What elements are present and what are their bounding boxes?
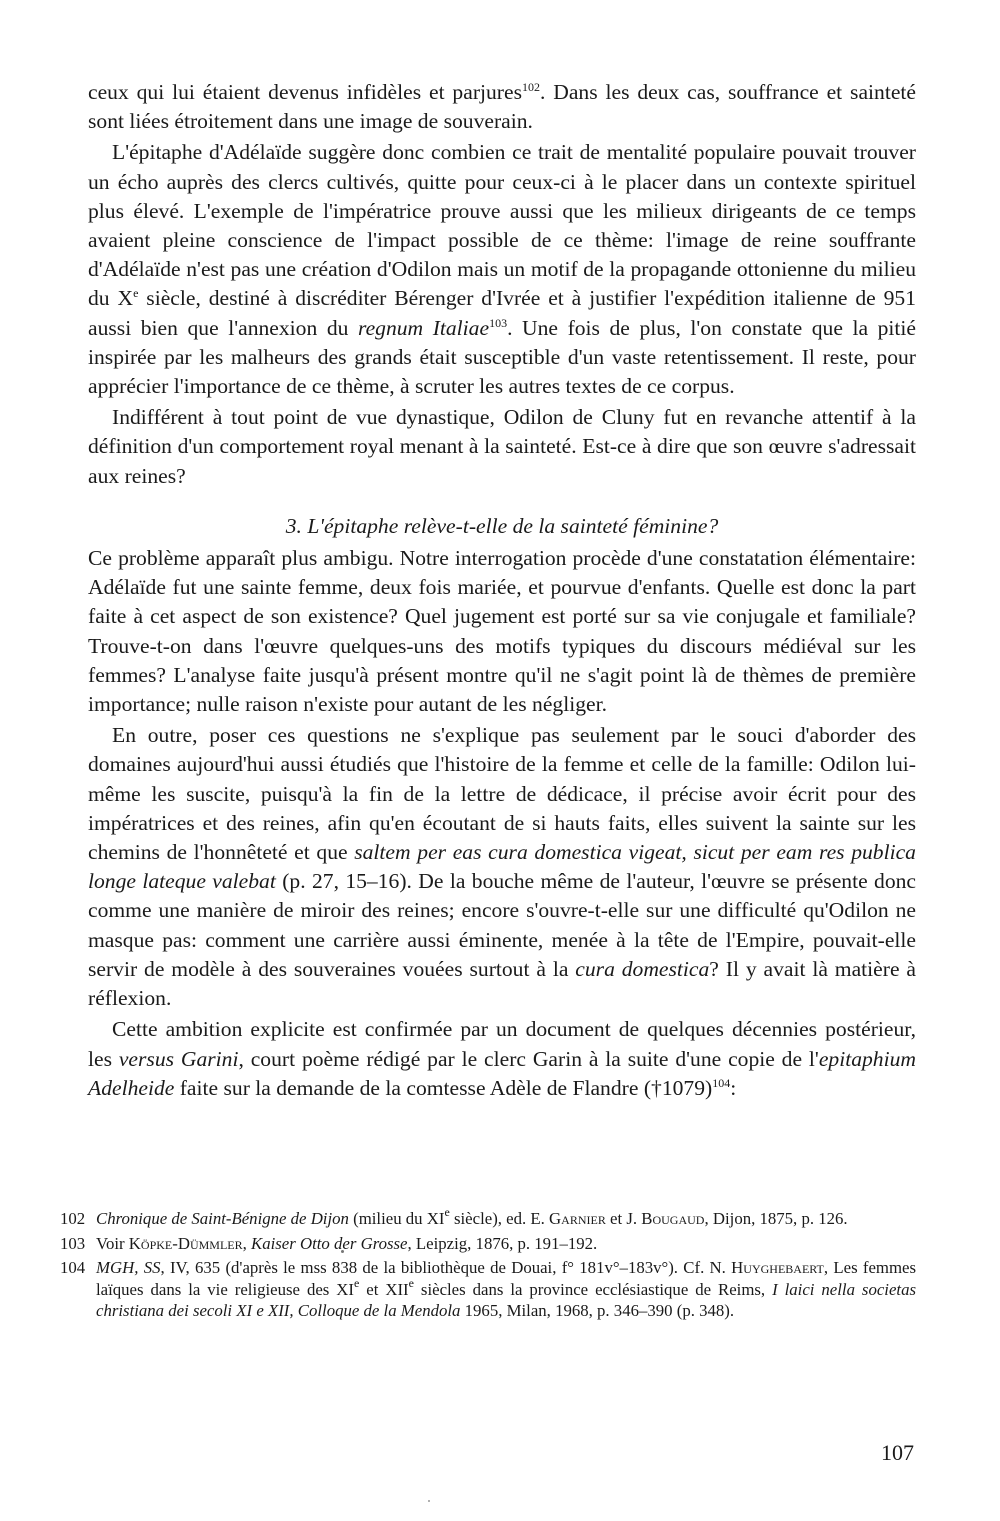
italic-run: Kaiser Otto der Grosse xyxy=(251,1233,408,1253)
note-ref: e xyxy=(133,286,139,301)
italic-run: epitaphium Adelheide xyxy=(88,1046,916,1100)
section-heading: 3. L'épitaphe relève-t-elle de la sainteté féminine? xyxy=(285,513,719,538)
note-ref: 102 xyxy=(521,80,540,94)
text-run: siècle), ed. E. xyxy=(449,1209,550,1228)
paragraph xyxy=(88,544,916,719)
paragraph xyxy=(88,403,916,491)
author-name: Bougaud xyxy=(641,1209,705,1228)
text-run: Ce problème apparaît plus ambigu. Notre interrogation procède d'une constatation élémentaire: Adélaïde fut une sainte femme, deux fois mariée, et pourvue d'enfants. Quelle est donc la part faite à cet aspect de son existence? Quel jugement est porté sur sa vie conjugale et familiale? Trouve-t-on dans l'œuvre quelques-uns des motifs typiques du discours médiéval sur les femmes? L'analyse faite jusqu'à présent montre qu'il ne s'agit point là de thèmes de première importance; nulle raison n'existe pour autant de les négliger. xyxy=(88,546,916,717)
text-run: 1965, Milan, 1968, p. 346–390 (p. 348). xyxy=(460,1301,735,1320)
text-run: (p. 27, 15–16). De la bouche même de l'auteur, l'œuvre se présente donc comme une manière de miroir des reines; encore s'ouvre-t-elle sur une difficulté qu'Odilon ne masque pas: comment une carrière aussi éminente, menée à la tête de l'Empire, pouvait-elle servir de modèle à des souveraines vouées surtout à la xyxy=(88,869,917,981)
text-run: , court poème rédigé par le clerc Garin à la suite d'une copie de l' xyxy=(238,1046,819,1071)
text-run: Cette ambition explicite est confirmée par un document de quelques décennies postérieur, les xyxy=(88,1017,916,1071)
paragraph xyxy=(88,721,916,1013)
paragraph xyxy=(88,138,916,401)
text-run: , Les femmes laïques dans la vie religieuse des XI xyxy=(96,1258,917,1299)
paragraph xyxy=(88,1015,916,1103)
text-run: L'épitaphe d'Adélaïde suggère donc combien ce trait de mentalité populaire pouvait trouver un écho auprès des clercs cultivés, quitte pour ceux-ci à le placer dans un contexte spirituel plus élevé. L'exemple de l'impératrice prouve aussi que les milieux dirigeants de ce temps avaient pleine conscience de l'impact possible de ce thème: l'image de reine souffrante d'Adélaïde n'est pas une création d'Odilon mais un motif de la propagande ottonienne du milieu du X xyxy=(88,140,916,311)
body-text-top xyxy=(88,78,916,491)
text-run: siècles dans la province ecclésiastique de Reims, xyxy=(413,1279,773,1299)
footnote-number: 104 xyxy=(60,1258,86,1277)
text-run: et J. xyxy=(605,1209,642,1228)
text-run: . Dans les deux cas, souffrance et sainteté sont liées étroitement dans une image de souverain. xyxy=(88,80,916,134)
footnote xyxy=(60,1233,916,1255)
author-name: Huyghebaert xyxy=(731,1258,824,1277)
text-run: ceux qui lui étaient devenus infidèles et parjures xyxy=(88,80,522,104)
text-run: En outre, poser ces questions ne s'explique pas seulement par le souci d'aborder des domaines aujourd'hui aussi étudiés que l'histoire de la femme et celle de la famille: Odilon lui-même les suscite, puisqu'à la fin de la lettre de dédicace, il précise avoir écrit pour des impératrices et des reines, afin qu'en écoutant de si hauts faits, elles suivent la sainte sur les chemins de l'honnêteté et que xyxy=(88,723,916,865)
text-run: Voir xyxy=(96,1233,129,1253)
text-run: , xyxy=(242,1233,252,1253)
scan-speck xyxy=(428,1500,430,1502)
footnote xyxy=(60,1257,916,1322)
note-ref: 103 xyxy=(489,315,508,330)
italic-run: regnum Italiae xyxy=(357,315,490,340)
text-run: . Une fois de plus, l'on constate que la pitié inspirée par les malheurs des grands était susceptible d'un vaste retentissement. Il reste, pour apprécier l'importance de ce thème, à scruter les autres textes de ce corpus. xyxy=(88,315,917,399)
body-text-bottom xyxy=(88,544,916,1103)
text-run: : xyxy=(730,1075,737,1100)
text-run: ? Il y avait là matière à réflexion. xyxy=(88,956,916,1011)
italic-run: MGH, SS xyxy=(96,1258,161,1277)
text-run: , Dijon, 1875, p. 126. xyxy=(704,1209,848,1228)
text-run: (milieu du XI xyxy=(348,1209,445,1228)
footnote-number: 102 xyxy=(60,1209,86,1228)
text-run: Indifférent à tout point de vue dynastique, Odilon de Cluny fut en revanche attentif à la définition d'un comportement royal menant à la sainteté. Est-ce à dire que son œuvre s'adressait aux reines? xyxy=(88,405,916,488)
text-run: faite sur la demande de la comtesse Adèle de Flandre (†1079) xyxy=(174,1075,713,1100)
footnote-number: 103 xyxy=(60,1233,86,1253)
note-ref: e xyxy=(444,1205,450,1219)
italic-run: saltem per eas cura domestica vigeat, sicut per eam res publica longe lateque valebat xyxy=(88,840,916,894)
italic-run: I laici nella societas christiana dei secoli XI e XII, Colloque de la Mendola xyxy=(96,1279,916,1320)
text-run: siècle, destiné à discréditer Bérenger d'Ivrée et à justifier l'expédition italienne de 951 aussi bien que l'annexion du xyxy=(88,286,916,340)
italic-run: cura domestica xyxy=(575,956,710,981)
footnotes xyxy=(60,1205,917,1325)
text-run: et XII xyxy=(359,1279,409,1299)
paragraph xyxy=(88,78,916,136)
text-run: , Leipzig, 1876, p. 191–192. xyxy=(407,1233,598,1253)
author-name: Garnier xyxy=(549,1209,606,1228)
footnote xyxy=(60,1205,916,1230)
note-ref: 104 xyxy=(712,1075,731,1090)
note-ref: e xyxy=(353,1275,360,1290)
note-ref: e xyxy=(408,1275,414,1290)
italic-run: versus Garini xyxy=(118,1046,239,1071)
text-run: , IV, 635 (d'après le mss 838 de la bibliothèque de Douai, f° 181v°–183v°). Cf. N. xyxy=(160,1258,732,1277)
author-name: Köpke-Dümmler xyxy=(128,1233,243,1253)
italic-run: Chronique de Saint-Bénigne de Dijon xyxy=(96,1209,349,1228)
page-number: 107 xyxy=(881,1440,914,1465)
